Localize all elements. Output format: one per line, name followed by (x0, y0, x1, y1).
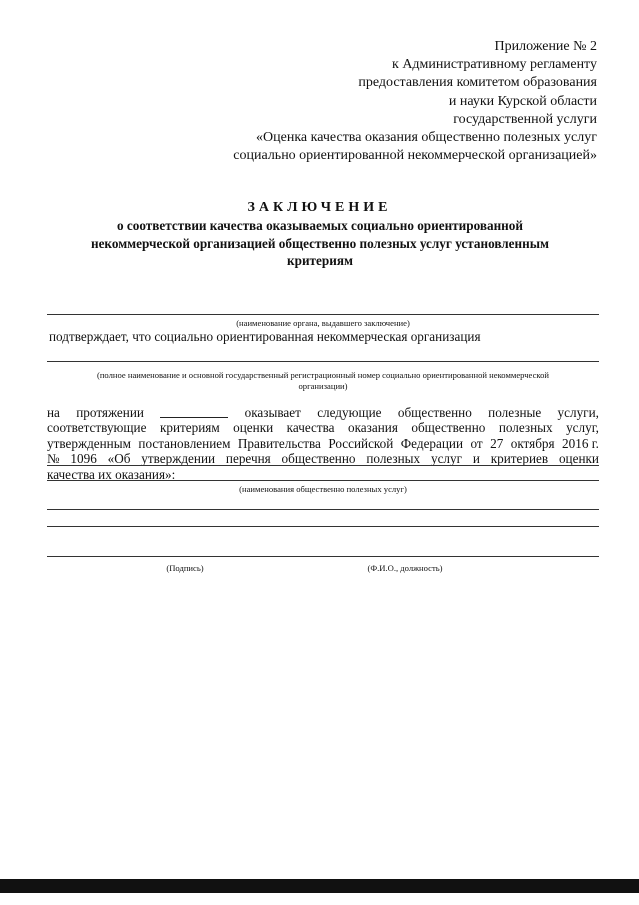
organ-name-line[interactable] (47, 314, 599, 315)
paragraph-word: и (472, 451, 480, 467)
paragraph-word: полезных (366, 451, 421, 467)
paragraph-word: № (47, 451, 60, 467)
subtitle-line: критериям (287, 253, 353, 268)
header-line: «Оценка качества оказания общественно полезных услуг (256, 130, 597, 146)
paragraph-word: «Об (107, 451, 131, 467)
paragraph-row (47, 420, 599, 435)
caption-organ: (наименование органа, выдавшего заключение) (236, 318, 410, 328)
paragraph-word: услуг (430, 451, 462, 467)
period-blank-field[interactable] (160, 405, 228, 418)
subtitle-line: о соответствии качества оказываемых социально ориентированной (117, 218, 523, 233)
paragraph-word: общественно (281, 451, 356, 467)
caption-organization-line: организации) (298, 381, 348, 391)
paragraph-word: качества (286, 420, 335, 436)
paragraph-row (47, 436, 599, 451)
document-title: ЗАКЛЮЧЕНИЕ (247, 200, 392, 215)
caption-name-position: (Ф.И.О., должность) (367, 563, 443, 573)
header-line: и науки Курской области (448, 93, 597, 109)
subtitle-line: некоммерческой организацией общественно полезных услуг установленным (90, 235, 550, 251)
paragraph-word: Федерации (400, 435, 464, 451)
caption-services: (наименования общественно полезных услуг) (239, 484, 407, 494)
services-line-1[interactable] (47, 465, 599, 466)
paragraph-word: Российской (328, 435, 394, 451)
paragraph-word: услуг, (566, 420, 599, 436)
confirm-text: подтверждает, что социально ориентированная некоммерческая организация (49, 329, 481, 344)
paragraph-word: оказания (348, 420, 398, 436)
services-paragraph (47, 405, 599, 482)
header-line: Приложение № 2 (494, 39, 597, 54)
paragraph-word: общественно (397, 405, 472, 420)
paragraph-word: утверждении (141, 451, 216, 467)
paragraph-word: на (47, 405, 60, 420)
paragraph-word: общественно (411, 420, 486, 436)
paragraph-word: протяжении (76, 405, 144, 420)
paragraph-word: критериям (159, 420, 220, 436)
paragraph-word: полезные (488, 405, 542, 420)
header-line: предоставления комитетом образования (358, 75, 597, 91)
scan-border-bar (0, 879, 639, 893)
services-line-2[interactable] (47, 480, 599, 481)
paragraph-word: соответствующие (47, 420, 147, 436)
header-line: к Административному регламенту (392, 57, 597, 73)
paragraph-word: оказывает (244, 405, 301, 420)
signature-line[interactable] (47, 556, 599, 557)
paragraph-word: постановлением (138, 435, 231, 451)
paragraph-last-line: качества их оказания»: (47, 466, 176, 482)
paragraph-row (47, 405, 599, 420)
header-line: государственной услуги (453, 111, 597, 127)
caption-organization-line: (полное наименование и основной государственный регистрационный номер социально ориентированной некоммерческой (96, 370, 550, 380)
services-line-3[interactable] (47, 509, 599, 510)
caption-organization (56, 370, 590, 392)
paragraph-word: 1096 (70, 451, 97, 467)
paragraph-word: услуги, (557, 405, 599, 420)
appendix-header (233, 38, 597, 165)
paragraph-word: критериев (490, 451, 549, 467)
paragraph-word: от (470, 435, 483, 451)
header-line: социально ориентированной некоммерческой организацией» (233, 148, 597, 164)
paragraph-word: полезных (498, 420, 553, 436)
paragraph-word: октября (510, 435, 555, 451)
caption-signature: (Подпись) (166, 563, 204, 573)
services-line-4[interactable] (47, 526, 599, 527)
document-subtitle (60, 217, 580, 270)
paragraph-word: следующие (317, 405, 382, 420)
paragraph-word: утвержденным (47, 435, 131, 451)
paragraph-word: перечня (225, 451, 271, 467)
organization-name-line[interactable] (47, 361, 599, 362)
paragraph-word: 2016 г. (562, 435, 599, 451)
paragraph-word: оценки (233, 420, 274, 436)
paragraph-word: оценки (558, 451, 599, 467)
paragraph-word: Правительства (237, 435, 321, 451)
paragraph-word: 27 (490, 435, 504, 451)
